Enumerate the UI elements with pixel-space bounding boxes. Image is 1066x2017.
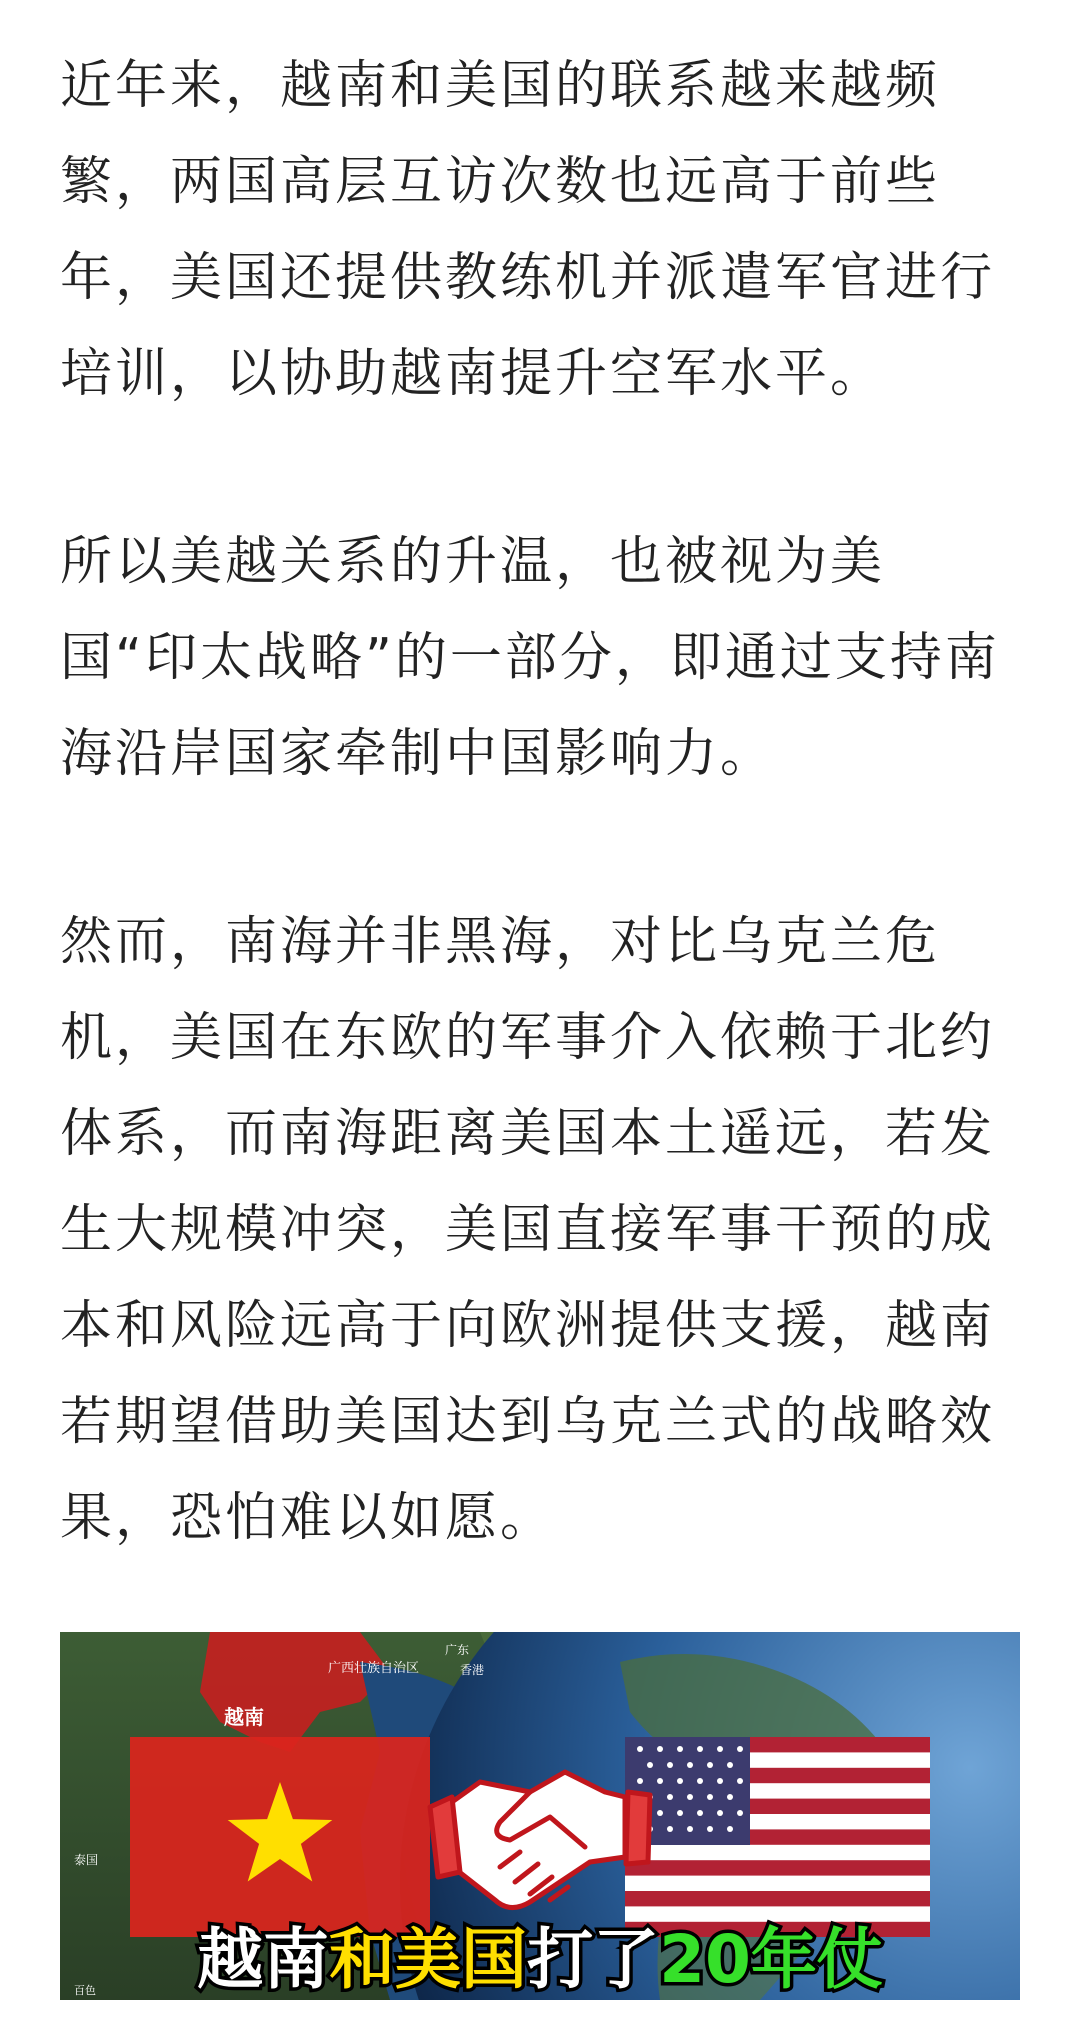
image-caption: 越南和美国打了20年仗 <box>197 1921 883 1998</box>
article-image[interactable] <box>60 1632 1020 2000</box>
vietnam-us-illustration <box>60 1632 1020 2000</box>
article-paragraph-2: 所以美越关系的升温，也被视为美国“印太战略”的一部分，即通过支持南海沿岸国家牵制中国影响力。 <box>60 532 1000 784</box>
article-paragraph-1: 近年来，越南和美国的联系越来越频繁，两国高层互访次数也远高于前些年，美国还提供教练机并派遣军官进行培训，以协助越南提升空军水平。 <box>60 56 996 404</box>
map-label-vietnam: 越南 <box>224 1707 264 1729</box>
map-label-guangxi: 广西壮族自治区 <box>328 1660 420 1675</box>
map-label-guangdong: 广东 <box>445 1643 470 1657</box>
article-body <box>60 38 1020 1658</box>
vietnam-flag <box>130 1737 430 1937</box>
map-label-thailand: 泰国 <box>74 1853 99 1867</box>
map-label-hongkong: 香港 <box>460 1663 485 1677</box>
article-paragraph-3: 然而，南海并非黑海，对比乌克兰危机，美国在东欧的军事介入依赖于北约体系，而南海距离美国本土遥远，若发生大规模冲突，美国直接军事干预的成本和风险远高于向欧洲提供支援，越南若期望借助美国达到乌克兰式的战略效果，恐怕难以如愿。 <box>60 912 996 1548</box>
usa-flag <box>625 1737 930 1937</box>
map-label-small: 百色 <box>74 1985 96 1997</box>
